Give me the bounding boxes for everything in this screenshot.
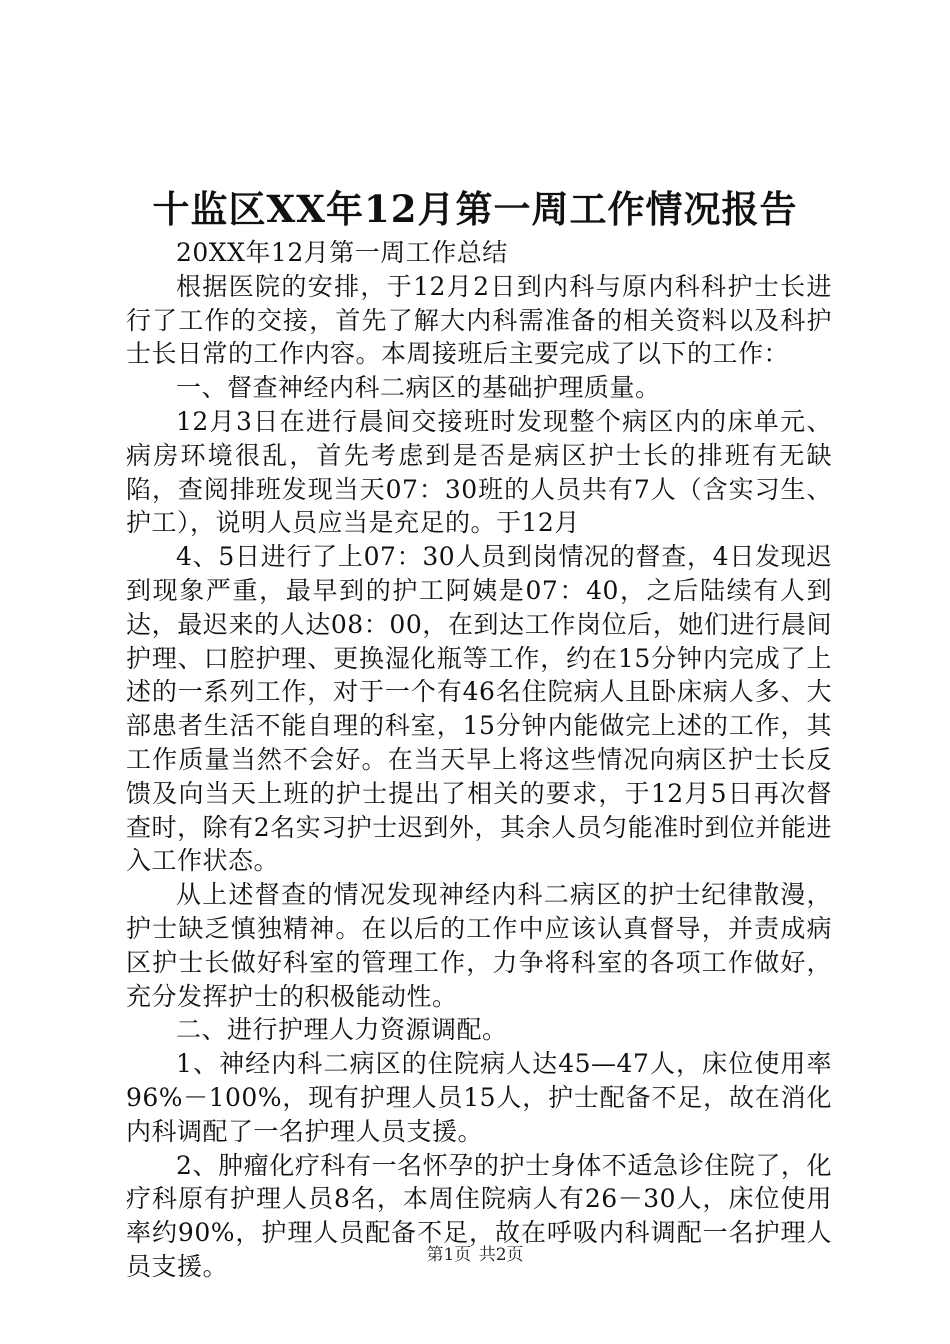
- body-paragraph: 从上述督查的情况发现神经内科二病区的护士纪律散漫，护士缺乏慎独精神。在以后的工作中应该认真督导，并责成病区护士长做好科室的管理工作，力争将科室的各项工作做好，充分发挥护士的积极能动性。: [126, 880, 832, 1011]
- body-paragraph: 根据医院的安排，于12月2日到内科与原内科科护士长进行了工作的交接，首先了解大内科需准备的相关资料以及科护士长日常的工作内容。本周接班后主要完成了以下的工作：: [126, 271, 832, 369]
- section-heading: 一、督查神经内科二病区的基础护理质量。: [176, 373, 661, 403]
- body-paragraph: 12月3日在进行晨间交接班时发现整个病区内的床单元、病房环境很乱，首先考虑到是否是病区护士长的排班有无缺陷，查阅排班发现当天07：30班的人员共有7人（含实习生、护工），说明人员应当是充足的。于12月: [126, 406, 832, 538]
- document-title: 十监区XX年12月第一周工作情况报告: [152, 187, 798, 231]
- page-total: 共2页: [478, 1245, 524, 1265]
- page-footer: [0, 1243, 950, 1267]
- subtitle-paragraph: 20XX年12月第一周工作总结: [176, 238, 508, 267]
- body-paragraph: 2、肿瘤化疗科有一名怀孕的护士身体不适急诊住院了，化疗科原有护理人员8名，本周住院病人有26－30人，床位使用率约90%，护理人员配备不足，故在呼吸内科调配一名护理人员支援。: [126, 1150, 832, 1281]
- body-paragraph: 1、神经内科二病区的住院病人达45—47人，床位使用率96%－100%，现有护理人员15人，护士配备不足，故在消化内科调配了一名护理人员支援。: [126, 1049, 832, 1146]
- section-heading: 二、进行护理人力资源调配。: [176, 1015, 508, 1045]
- document-body: [126, 236, 832, 1284]
- body-paragraph: 4、5日进行了上07：30人员到岗情况的督查，4日发现迟到现象严重，最早到的护工阿姨是07：40，之后陆续有人到达，最迟来的人达08：00，在到达工作岗位后，她们进行晨间护理、口腔护理、更换湿化瓶等工作，约在15分钟内完成了上述的一系列工作，对于一个有46名住院病人且卧床病人多、大部患者生活不能自理的科室，15分钟内能做完上述的工作，其工作质量当然不会好。在当天早上将这些情况向病区护士长反馈及向当天上班的护士提出了相关的要求，于12月5日再次督查时，除有2名实习护士迟到外，其余人员匀能准时到位并能进入工作状态。: [126, 542, 832, 876]
- page-number: 第1页: [426, 1245, 472, 1265]
